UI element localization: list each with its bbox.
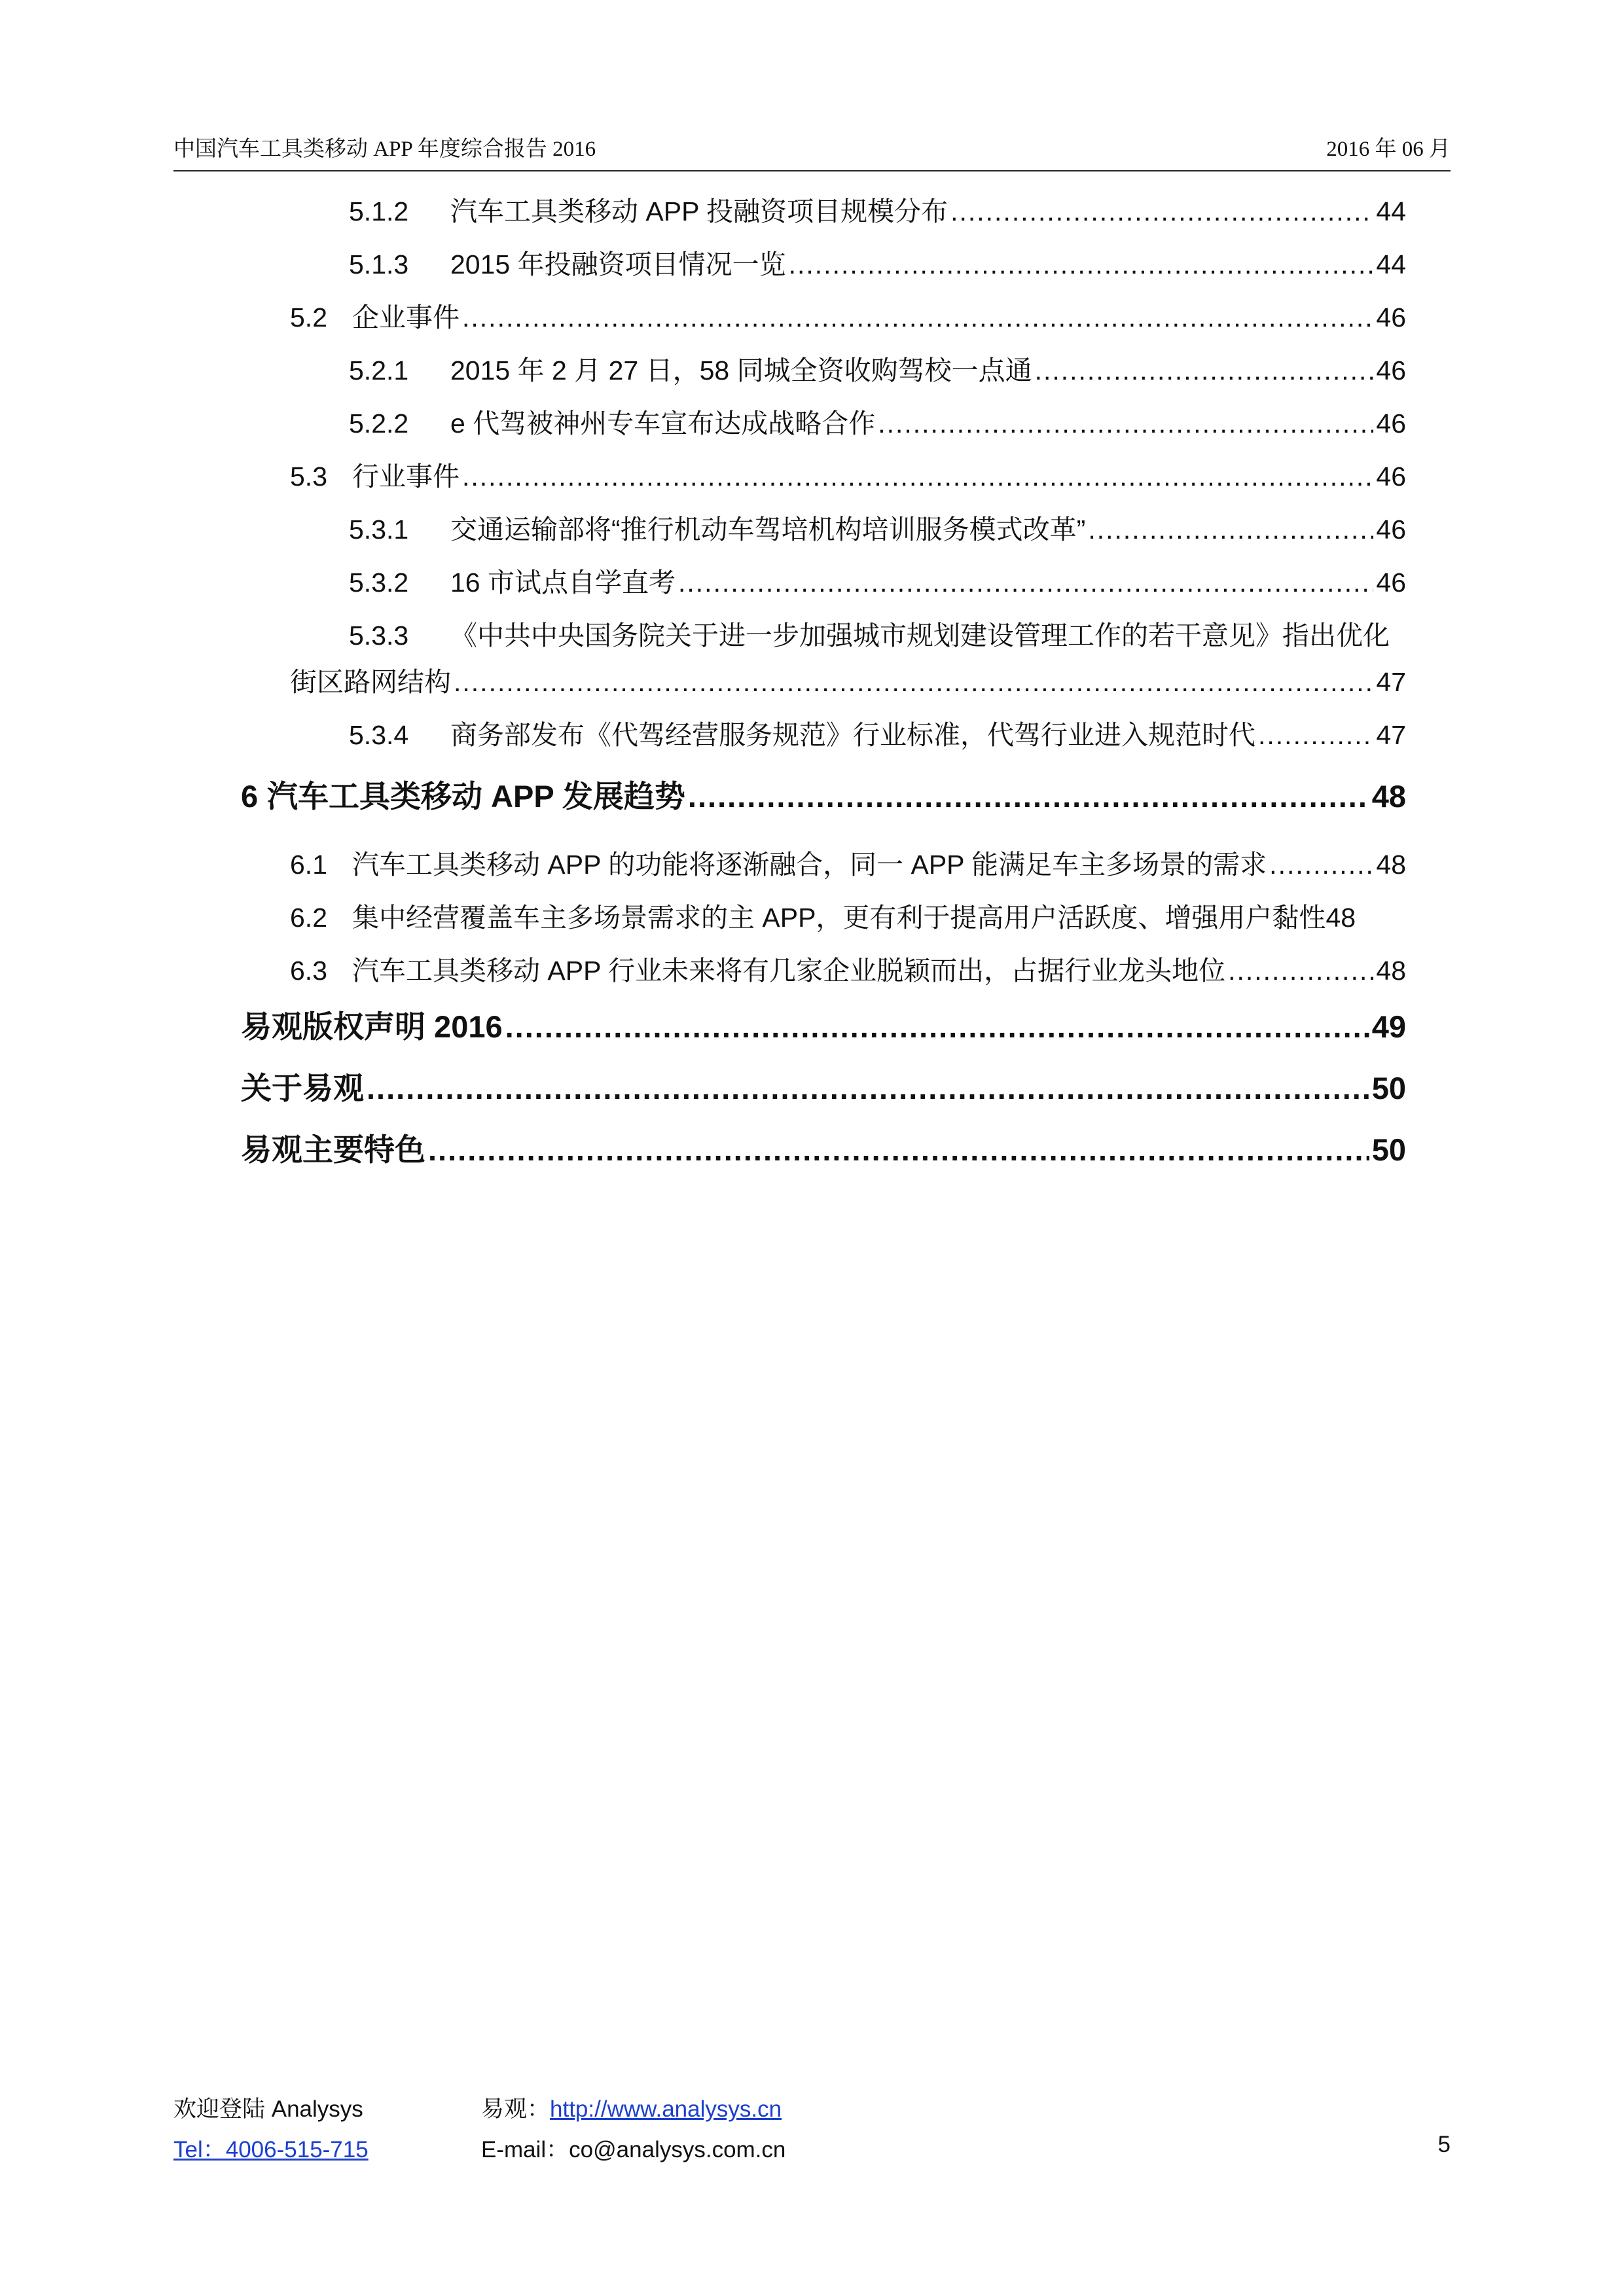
toc-title: 汽车工具类移动 APP 的功能将逐渐融合，同一 APP 能满足车主多场景的需求 — [352, 850, 1267, 880]
toc-entry[interactable] — [349, 349, 1406, 387]
toc-page: 46 — [1376, 408, 1406, 439]
footer-welcome: 欢迎登陆 Analysys — [173, 2096, 363, 2122]
toc-number: 6 — [241, 779, 259, 814]
toc-title: 易观主要特色 — [241, 1132, 425, 1167]
toc-entry[interactable] — [290, 896, 1416, 935]
toc-entry[interactable] — [349, 402, 1406, 440]
toc-title: 关于易观 — [241, 1071, 364, 1105]
toc-number: 5.3.4 — [349, 720, 409, 750]
toc-title-continuation: 街区路网结构 — [290, 667, 451, 697]
toc-title: 企业事件 — [352, 302, 460, 332]
report-title: 中国汽车工具类移动 APP 年度综合报告 2016 — [173, 137, 596, 161]
toc-title: 2015 年 2 月 27 日，58 同城全资收购驾校一点通 — [450, 355, 1032, 386]
toc-chapter[interactable] — [241, 772, 1406, 816]
toc-entry[interactable] — [290, 455, 1406, 493]
toc-page: 46 — [1376, 461, 1406, 492]
toc-title: 商务部发布《代驾经营服务规范》行业标准，代驾行业进入规范时代 — [450, 720, 1255, 750]
toc-page: 46 — [1376, 514, 1406, 545]
toc-title: 《中共中央国务院关于进一步加强城市规划建设管理工作的若干意见》指出优化 — [450, 620, 1390, 651]
toc-entry[interactable] — [349, 508, 1406, 547]
toc-page: 46 — [1376, 355, 1406, 386]
toc-number: 5.2.2 — [349, 408, 409, 439]
toc-entry-continuation[interactable] — [290, 660, 1406, 699]
toc-chapter[interactable] — [241, 1126, 1406, 1170]
toc-title: 交通运输部将“推行机动车驾培机构培训服务模式改革” — [450, 514, 1086, 545]
footer-site-label: 易观： — [481, 2096, 550, 2122]
toc-page: 49 — [1371, 1009, 1406, 1044]
toc-title: 易观版权声明 2016 — [241, 1009, 503, 1044]
toc-title: 汽车工具类移动 APP 行业未来将有几家企业脱颖而出，占据行业龙头地位 — [352, 956, 1226, 986]
toc-page: 46 — [1376, 302, 1406, 332]
toc-page: 50 — [1371, 1071, 1406, 1105]
toc-number: 6.1 — [290, 850, 327, 880]
footer-tel-link[interactable]: Tel：4006-515-715 — [173, 2137, 369, 2162]
toc-number: 6.3 — [290, 956, 327, 986]
toc-page: 47 — [1376, 720, 1406, 750]
page-number: 5 — [1437, 2132, 1451, 2157]
toc-title: 行业事件 — [352, 461, 460, 492]
toc-page: 48 — [1326, 903, 1356, 933]
toc-page: 44 — [1376, 249, 1406, 279]
toc-page: 46 — [1376, 567, 1406, 598]
toc-number: 5.1.2 — [349, 196, 409, 226]
toc-page: 48 — [1371, 779, 1406, 814]
footer-email: E-mail：co@analysys.com.cn — [481, 2137, 786, 2162]
toc-page: 44 — [1376, 196, 1406, 226]
toc-title: 汽车工具类移动 APP 发展趋势 — [267, 779, 685, 814]
toc-entry[interactable] — [290, 949, 1406, 988]
toc-entry[interactable] — [349, 190, 1406, 228]
toc-number: 5.3.1 — [349, 514, 409, 545]
page-header — [173, 131, 1451, 171]
toc-number: 5.3 — [290, 461, 327, 492]
toc-entry[interactable] — [349, 561, 1406, 600]
toc-title: 集中经营覆盖车主多场景需求的主 APP，更有利于提高用户活跃度、增强用户黏性 — [352, 903, 1326, 933]
toc-entry[interactable] — [349, 614, 1449, 653]
toc-entry[interactable] — [290, 843, 1406, 882]
toc-number: 5.3.3 — [349, 620, 409, 651]
toc-page: 48 — [1376, 956, 1406, 986]
footer-site-link[interactable]: http://www.analysys.cn — [550, 2096, 782, 2122]
toc-page: 50 — [1371, 1132, 1406, 1167]
toc-number: 5.2.1 — [349, 355, 409, 386]
toc-entry[interactable] — [290, 296, 1406, 334]
toc-title: 16 市试点自学直考 — [450, 567, 676, 598]
toc-chapter[interactable] — [241, 1064, 1406, 1108]
toc-number: 5.1.3 — [349, 249, 409, 279]
toc-chapter[interactable] — [241, 1003, 1406, 1047]
toc-entry[interactable] — [349, 243, 1406, 281]
toc-number: 5.3.2 — [349, 567, 409, 598]
toc-number: 6.2 — [290, 903, 327, 933]
toc-page: 47 — [1376, 667, 1406, 697]
report-date: 2016 年 06 月 — [1326, 137, 1451, 161]
toc-page: 48 — [1376, 850, 1406, 880]
toc-title: 汽车工具类移动 APP 投融资项目规模分布 — [450, 196, 948, 226]
toc-entry[interactable] — [349, 713, 1406, 752]
toc-title: 2015 年投融资项目情况一览 — [450, 249, 786, 279]
toc-title: e 代驾被神州专车宣布达成战略合作 — [450, 408, 876, 439]
footer-site — [481, 2091, 782, 2124]
toc-number: 5.2 — [290, 302, 327, 332]
